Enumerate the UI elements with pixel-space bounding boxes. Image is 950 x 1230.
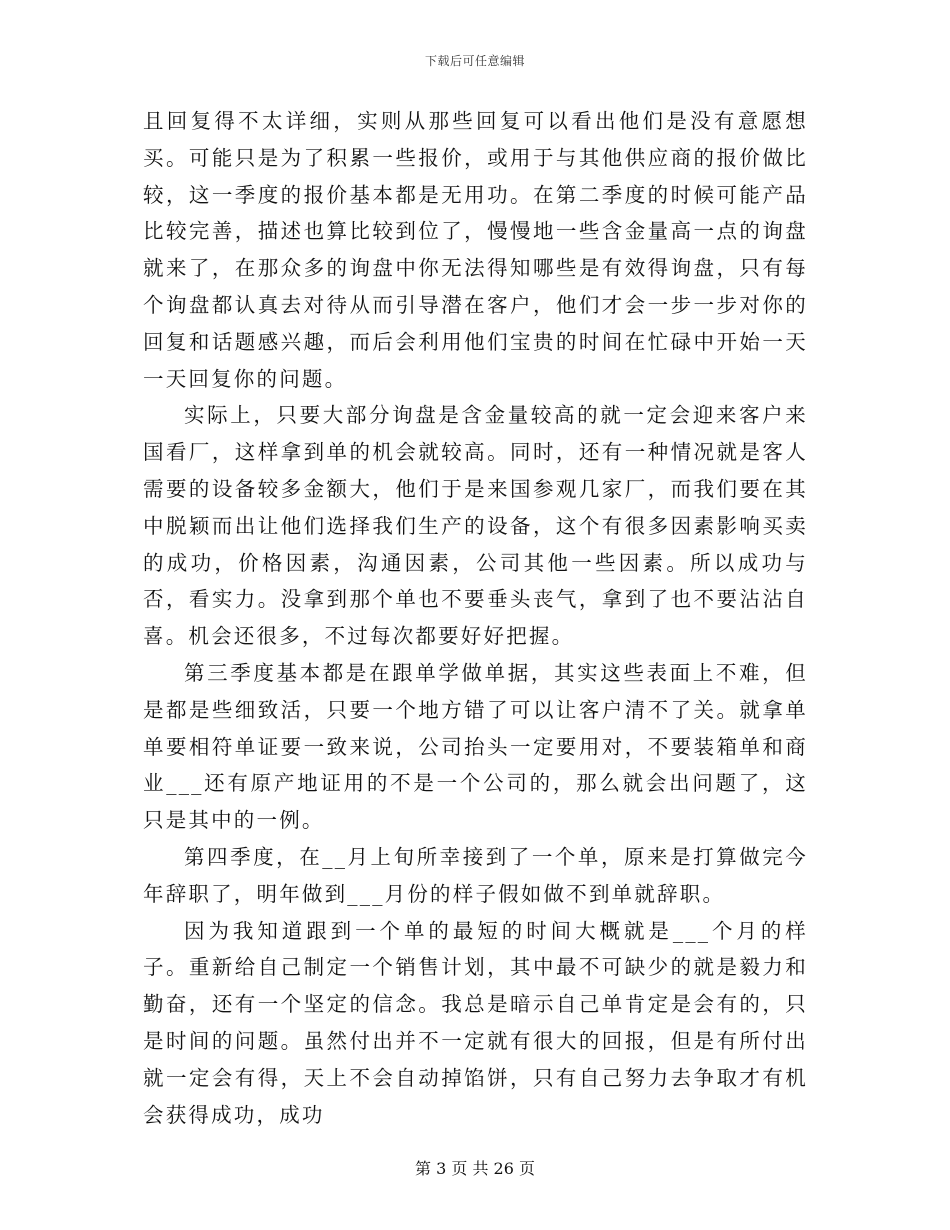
page-number-footer: 第 3 页 共 26 页 (415, 1159, 535, 1178)
paragraph-2: 实际上，只要大部分询盘是含金量较高的就一定会迎来客户来国看厂，这样拿到单的机会就较高。同时，还有一种情况就是客人需要的设备较多金额大，他们于是来国参观几家厂，而我们要在其中脱颖而出让他们选择我们生产的设备，这个有很多因素影响买卖的成功，价格因素，沟通因素，公司其他一些因素。所以成功与否，看实力。没拿到那个单也不要垂头丧气，拿到了也不要沾沾自喜。机会还很多，不过每次都要好好把握。 (143, 403, 808, 649)
paragraph-5: 因为我知道跟到一个单的最短的时间大概就是___个月的样子。重新给自己制定一个销售计划，其中最不可缺少的就是毅力和勤奋，还有一个坚定的信念。我总是暗示自己单肯定是会有的，只是时间的问题。虽然付出并不一定就有很大的回报，但是有所付出就一定会有得，天上不会自动掉馅饼，只有自己努力去争取才有机会获得成功，成功 (143, 918, 808, 1127)
document-body (143, 103, 808, 1133)
paragraph-3: 第三季度基本都是在跟单学做单据，其实这些表面上不难，但是都是些细致活，只要一个地方错了可以让客户清不了关。就拿单单要相符单证要一致来说，公司抬头一定要用对，不要装箱单和商业___还有原产地证用的不是一个公司的，那么就会出问题了，这只是其中的一例。 (143, 660, 808, 833)
paragraph-1: 且回复得不太详细，实则从那些回复可以看出他们是没有意愿想买。可能只是为了积累一些报价，或用于与其他供应商的报价做比较，这一季度的报价基本都是无用功。在第二季度的时候可能产品比较完善，描述也算比较到位了，慢慢地一些含金量高一点的询盘就来了，在那众多的询盘中你无法得知哪些是有效得询盘，只有每个询盘都认真去对待从而引导潜在客户，他们才会一步一步对你的回复和话题感兴趣，而后会利用他们宝贵的时间在忙碌中开始一天一天回复你的问题。 (143, 109, 808, 391)
page-header-note: 下载后可任意编辑 (424, 54, 525, 68)
paragraph-4: 第四季度，在__月上旬所幸接到了一个单，原来是打算做完今年辞职了，明年做到___月份的样子假如做不到单就辞职。 (143, 844, 808, 906)
